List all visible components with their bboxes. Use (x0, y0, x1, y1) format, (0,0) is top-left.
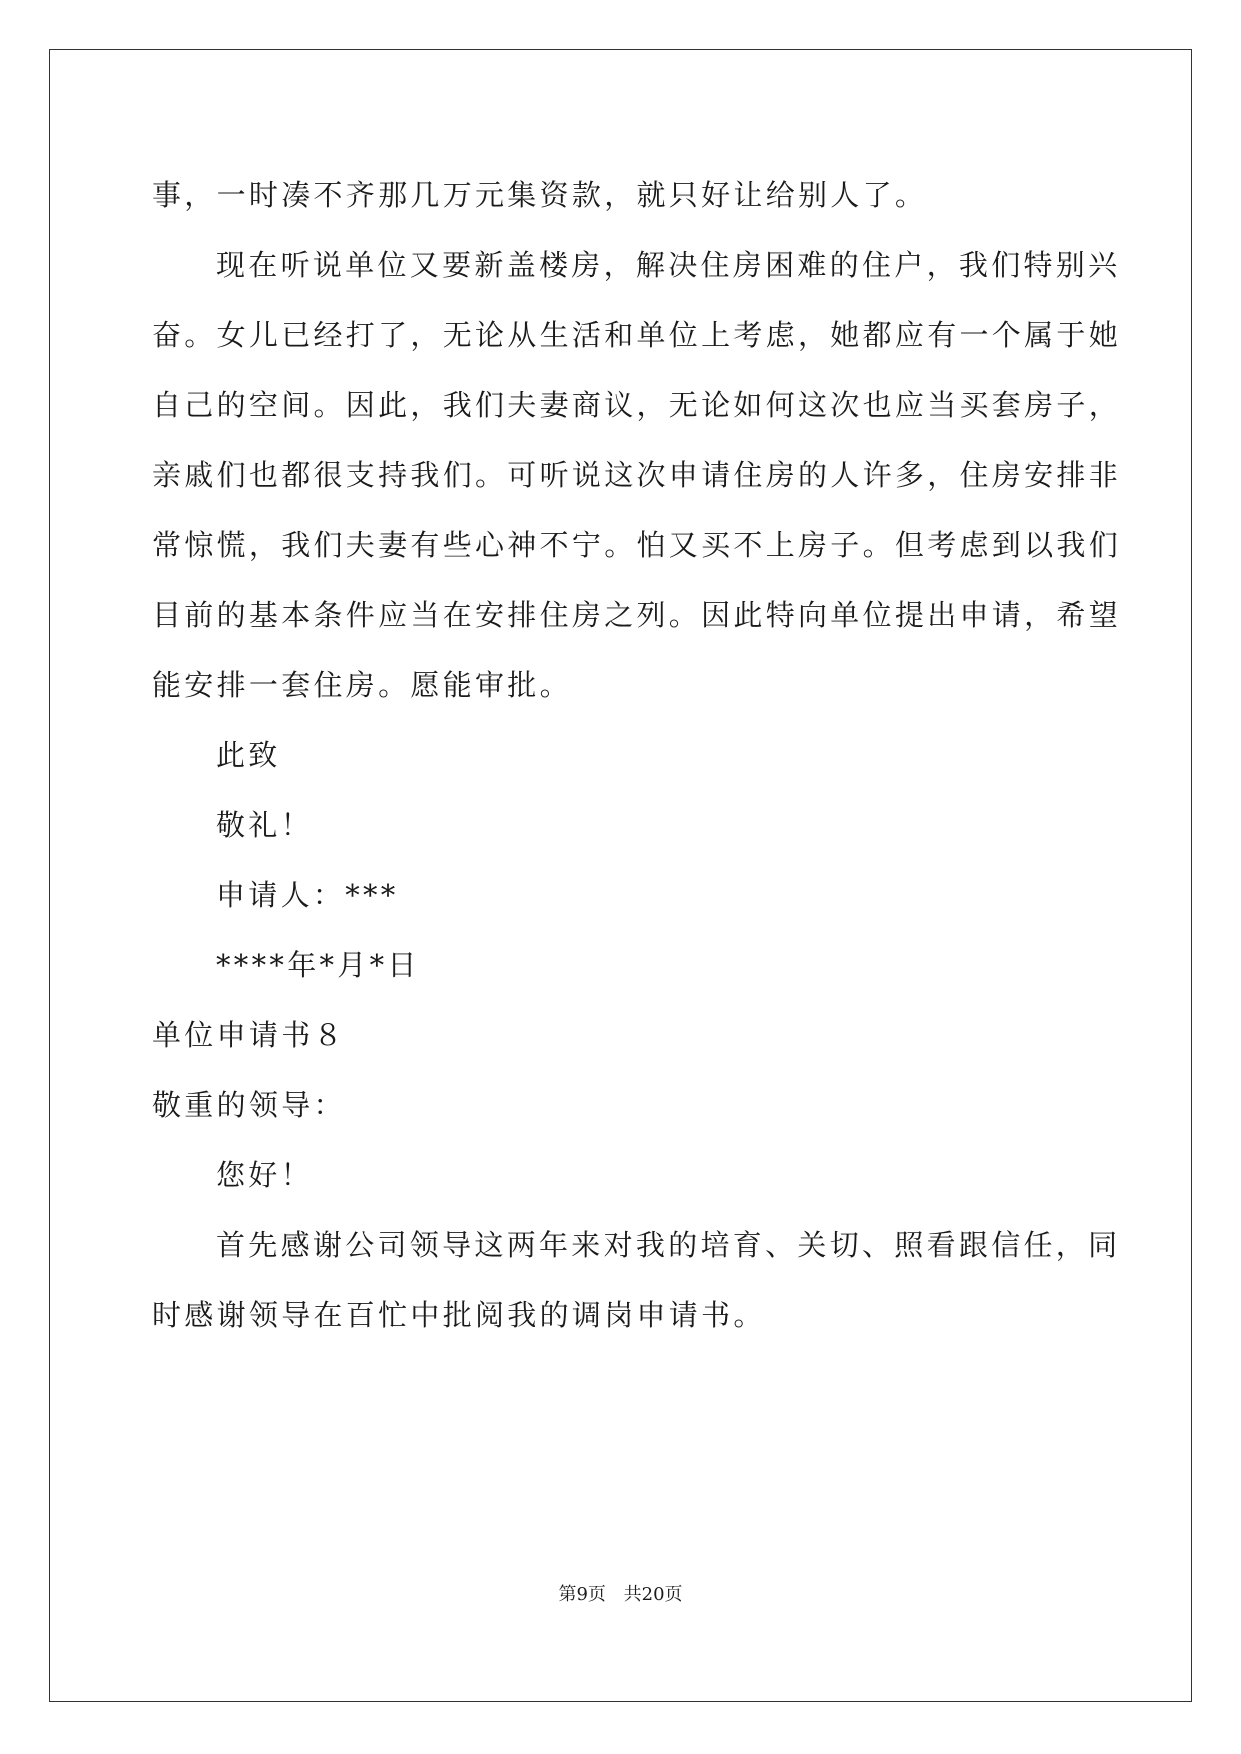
closing-phrase: 此致 (216, 738, 281, 772)
page-number-total: 共20页 (623, 1584, 683, 1605)
greeting: 您好！ (216, 1158, 313, 1192)
document-body (152, 160, 1122, 1350)
text-line: 时感谢领导在百忙中批阅我的调岗申请书。 (152, 1298, 766, 1332)
text-line: 亲戚们也都很支持我们。可听说这次申请住房的人许多，住房安排非 (152, 458, 1122, 492)
page-number-current: 第9页 (558, 1584, 606, 1605)
text-line: 首先感谢公司领导这两年来对我的培育、关切、照看跟信任，同 (216, 1228, 1121, 1262)
text-line: 现在听说单位又要新盖楼房，解决住房困难的住户，我们特别兴 (216, 248, 1121, 282)
salutation-closing: 敬礼！ (216, 808, 313, 842)
text-line: 奋。女儿已经打了，无论从生活和单位上考虑，她都应有一个属于她 (152, 318, 1122, 352)
text-line: 常惊慌，我们夫妻有些心神不宁。怕又买不上房子。但考虑到以我们 (152, 528, 1122, 562)
salutation: 敬重的领导： (152, 1088, 346, 1122)
text-line: 目前的基本条件应当在安排住房之列。因此特向单位提出申请，希望 (152, 598, 1122, 632)
letter-date: ****年*月*日 (216, 948, 420, 982)
section-title: 单位申请书８ (152, 1018, 346, 1052)
page-footer (0, 1580, 1241, 1606)
text-line: 事，一时凑不齐那几万元集资款，就只好让给别人了。 (152, 178, 928, 212)
text-line: 能安排一套住房。愿能审批。 (152, 668, 572, 702)
text-line: 自己的空间。因此，我们夫妻商议，无论如何这次也应当买套房子， (152, 388, 1122, 422)
applicant-signature: 申请人：*** (216, 878, 399, 912)
